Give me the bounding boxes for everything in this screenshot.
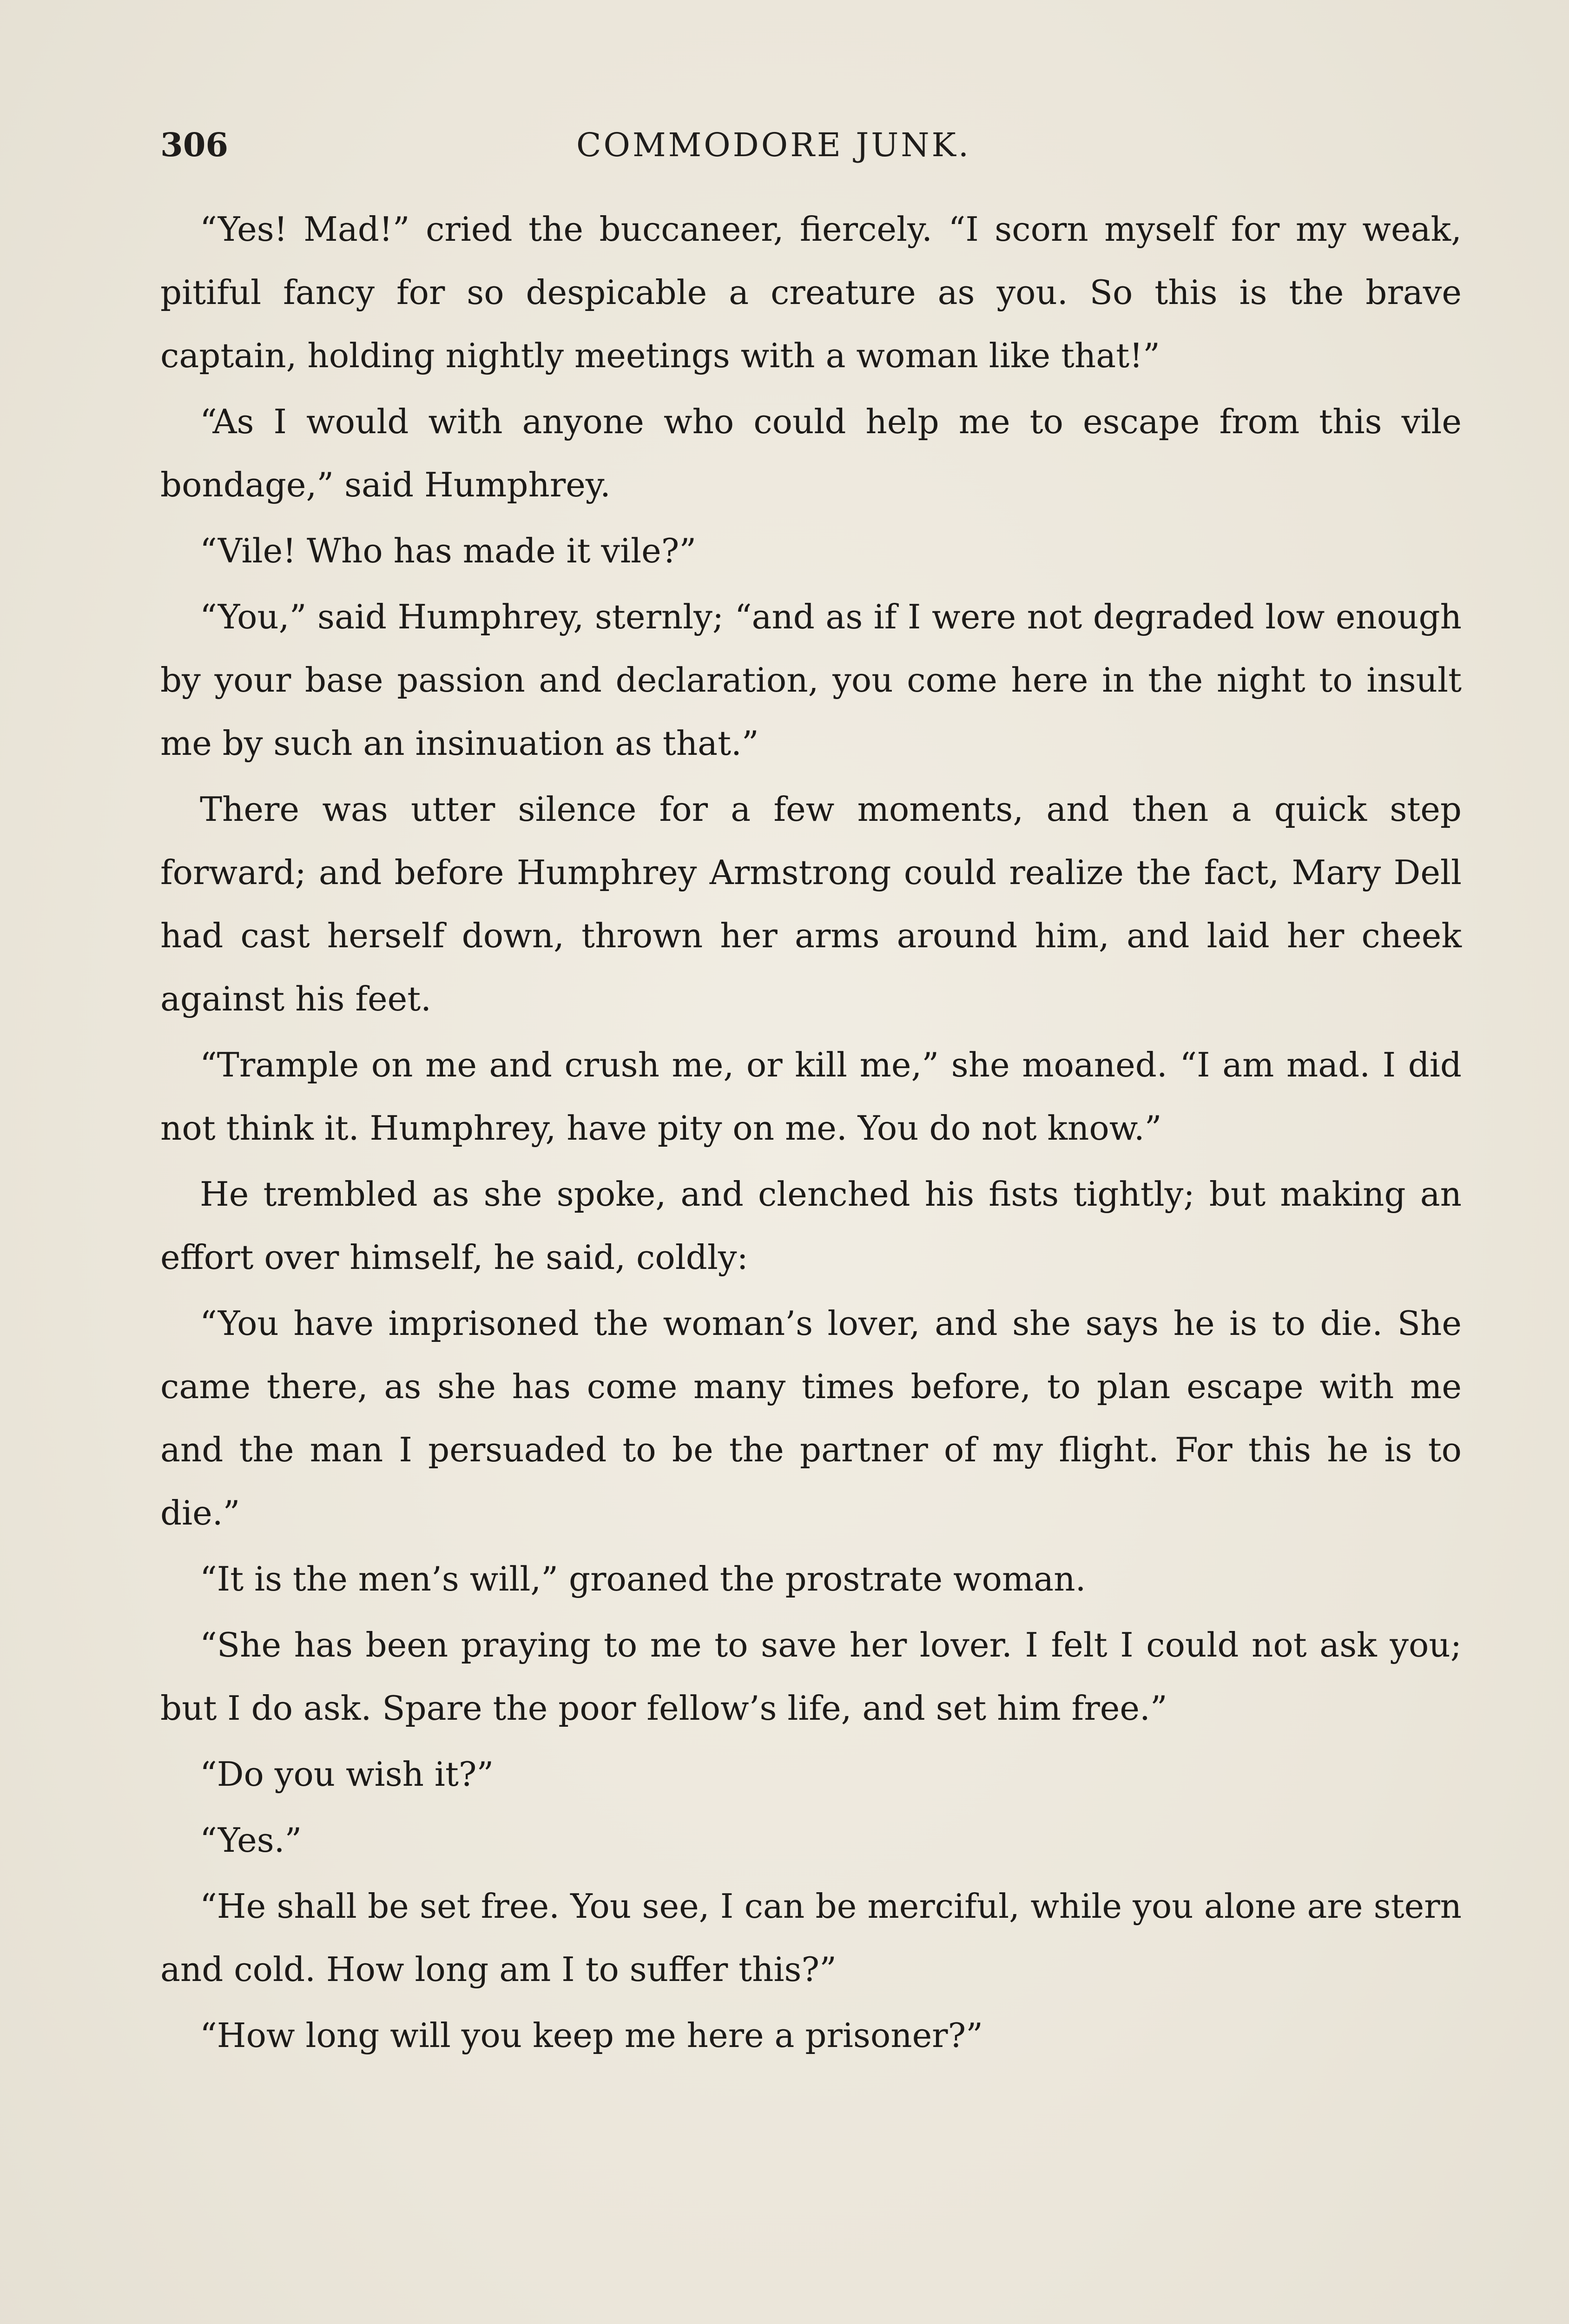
page-header [160,122,1457,173]
paragraph: “She has been praying to me to save her lover. I felt I could not ask you; but I do ask. Spare the poor fellow’s life, and set him free.” [160,1625,1462,1728]
paragraph: “How long will you keep me here a prisoner?” [200,2016,983,2055]
paragraph: “It is the men’s will,” groaned the prostrate woman. [200,1559,1086,1598]
paragraph: He trembled as she spoke, and clenched his fists tightly; but making an effort over himself, he said, coldly: [160,1175,1462,1277]
paragraph: “You have imprisoned the woman’s lover, and she says he is to die. She came there, as she has come many times before, to plan escape with me and the man I persuaded to be the partner of my flight. For this he is to die.” [160,1304,1462,1532]
paragraph: “Trample on me and crush me, or kill me,” she moaned. “I am mad. I did not think it. Humphrey, have pity on me. You do not know.” [160,1045,1462,1148]
running-title: COMMODORE JUNK. [576,126,971,164]
paragraph: “You,” said Humphrey, sternly; “and as if I were not degraded low enough by your base passion and declaration, you come here in the night to insult me by such an insinuation as that.” [160,597,1462,763]
paragraph: “Do you wish it?” [200,1755,494,1794]
paragraph: There was utter silence for a few moments, and then a quick step forward; and before Humphrey Armstrong could realize the fact, Mary Dell had cast herself down, thrown her arms around him, and laid her cheek against his feet. [160,790,1462,1018]
paragraph: “As I would with anyone who could help me to escape from this vile bondage,” said Humphrey. [160,402,1462,504]
paragraph: “Vile! Who has made it vile?” [200,531,697,570]
page-number: 306 [160,125,229,164]
body-text [160,198,1462,2070]
paragraph: “He shall be set free. You see, I can be merciful, while you alone are stern and cold. How long am I to suffer this?” [160,1887,1462,1989]
paragraph: “Yes.” [200,1821,302,1860]
paragraph: “Yes! Mad!” cried the buccaneer, fiercely. “I scorn myself for my weak, pitiful fancy for so despicable a creature as you. So this is the brave captain, holding nightly meetings with a woman like that!” [160,210,1462,375]
